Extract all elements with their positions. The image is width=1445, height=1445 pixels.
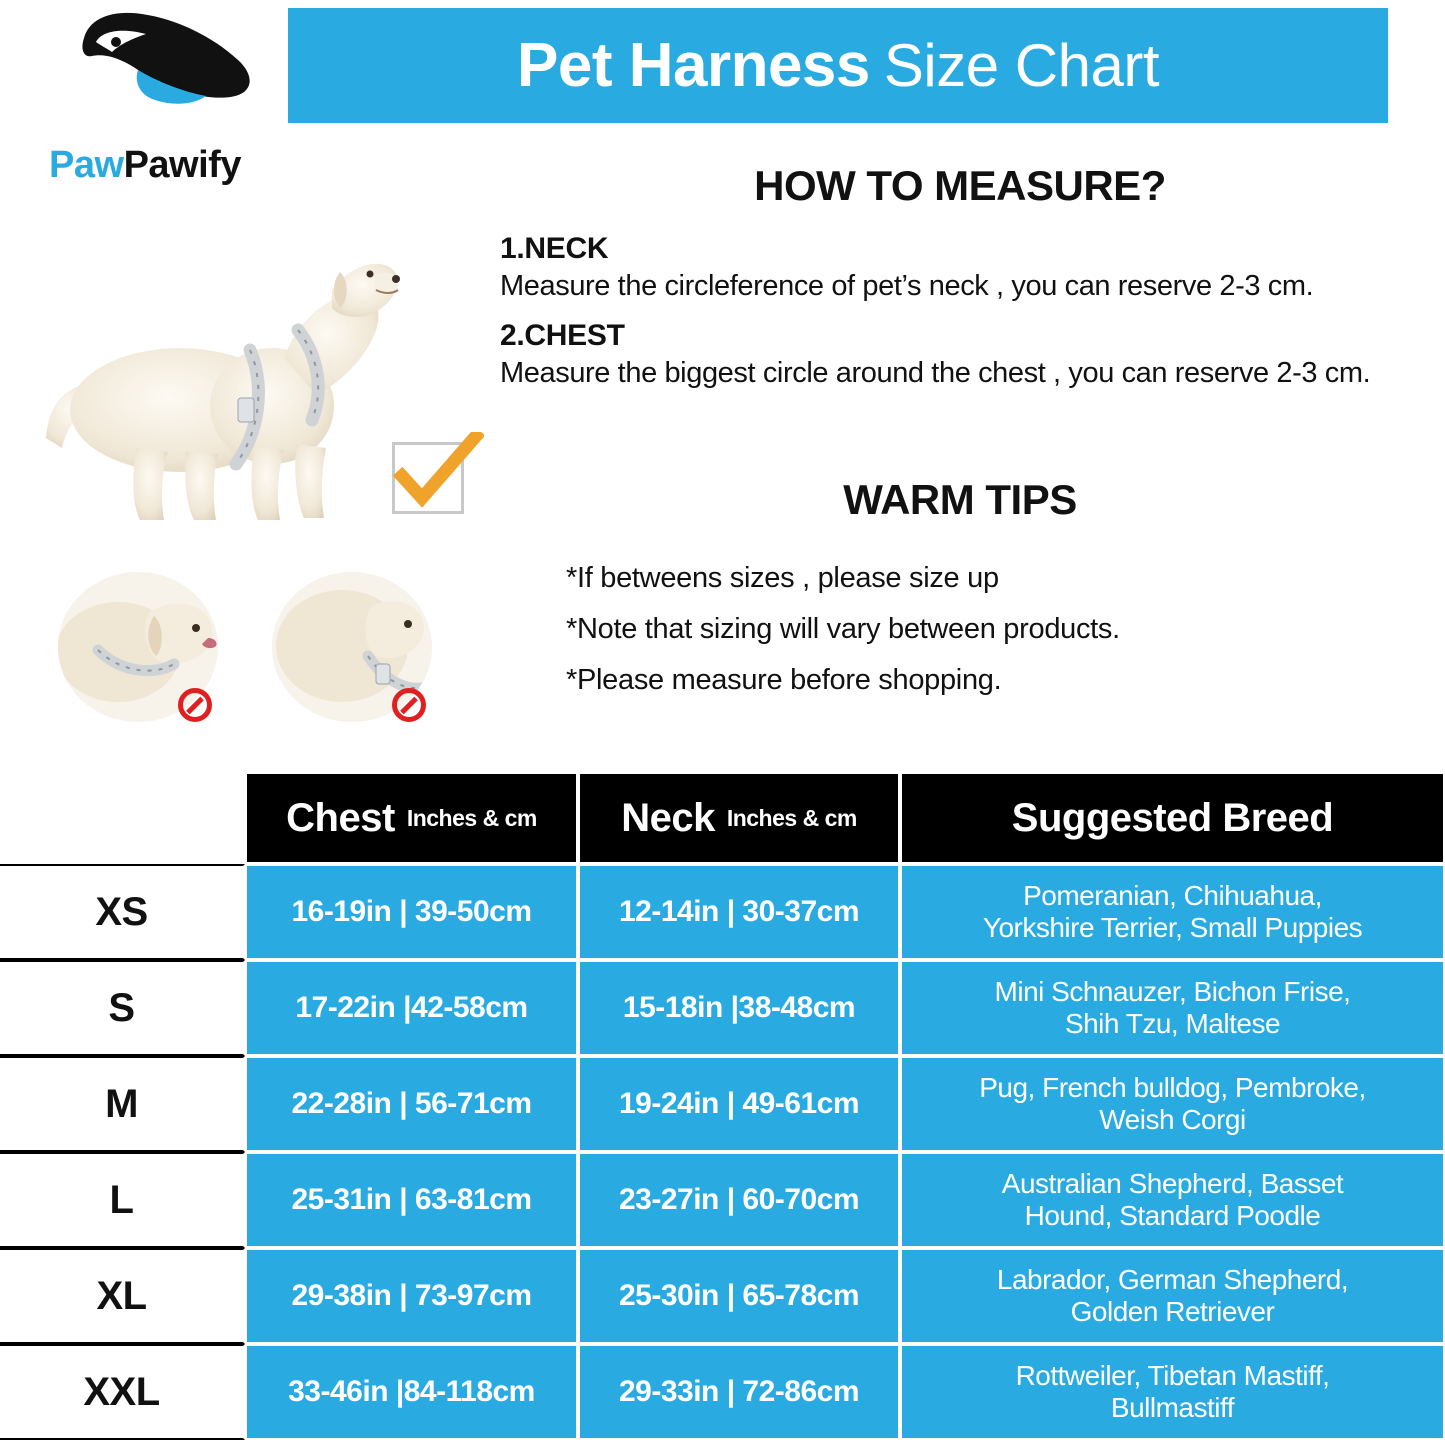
row-breed-line: Australian Shepherd, Basset [1001,1167,1344,1199]
row-neck: 15-18in |38-48cm [578,960,900,1056]
row-size: XL [0,1248,245,1344]
row-breed [900,1152,1445,1248]
row-breed [900,864,1445,960]
row-chest: 25-31in | 63-81cm [245,1152,578,1248]
row-chest: 22-28in | 56-71cm [245,1056,578,1152]
row-size: M [0,1056,245,1152]
table-row [0,1344,1445,1440]
row-breed [900,1344,1445,1440]
tip-item: *Please measure before shopping. [566,664,1002,696]
measure-step-1-heading: 1.NECK [500,232,609,265]
row-chest: 33-46in |84-118cm [245,1344,578,1440]
page-title-bold: Pet Harness [516,31,870,100]
bad-example-1 [58,572,218,722]
row-size: S [0,960,245,1056]
row-chest: 16-19in | 39-50cm [245,864,578,960]
table-row [0,864,1445,960]
row-breed-line: Bullmastiff [1110,1392,1235,1423]
size-chart-table [0,772,1445,1440]
how-to-measure-body [500,232,1430,406]
bad-example-2 [272,572,432,722]
header-chest-main: Chest [286,795,395,840]
row-neck: 19-24in | 49-61cm [578,1056,900,1152]
measure-step-2-heading: 2.CHEST [500,319,625,352]
how-to-measure-title: HOW TO MEASURE? [754,162,1166,209]
row-breed-line: Pug, French bulldog, Pembroke, [979,1071,1366,1103]
prohibited-icon [392,688,426,722]
row-neck: 12-14in | 30-37cm [578,864,900,960]
table-row [0,960,1445,1056]
page-title [288,8,1388,123]
row-breed [900,1248,1445,1344]
prohibited-icon [178,688,212,722]
tip-item: *If betweens sizes , please size up [566,562,999,594]
row-breed-line: Rottweiler, Tibetan Mastiff, [1015,1359,1330,1391]
row-breed-line: Labrador, German Shepherd, [996,1263,1349,1295]
header-neck-units: Inches & cm [726,804,857,831]
brand-logo [10,6,280,196]
table-header-row [0,772,1445,864]
row-breed [900,960,1445,1056]
brand-name-part2: Pawify [123,144,241,186]
header-chest [245,772,578,864]
row-chest: 29-38in | 73-97cm [245,1248,578,1344]
row-neck: 25-30in | 65-78cm [578,1248,900,1344]
row-neck: 29-33in | 72-86cm [578,1344,900,1440]
measure-step-1-text: Measure the circleference of pet’s neck , you can reserve 2-3 cm. [500,270,1314,302]
row-size: XXL [0,1344,245,1440]
table-row [0,1248,1445,1344]
brand-name [10,144,280,187]
warm-tips-list [566,562,1445,715]
row-breed-line: Weish Corgi [1099,1104,1246,1135]
header-neck [578,772,900,864]
row-breed-line: Golden Retriever [1070,1296,1275,1327]
row-breed-line: Shih Tzu, Maltese [1064,1008,1281,1039]
warm-tips-title: WARM TIPS [843,476,1077,523]
table-row [0,1056,1445,1152]
row-breed-line: Mini Schnauzer, Bichon Frise, [994,975,1351,1007]
brand-name-part1: Paw [49,144,124,186]
header-size [0,772,245,864]
row-size: XS [0,864,245,960]
header-neck-main: Neck [621,795,715,840]
row-breed-line: Hound, Standard Poodle [1024,1200,1321,1231]
row-chest: 17-22in |42-58cm [245,960,578,1056]
table-row [0,1152,1445,1248]
row-breed-line: Yorkshire Terrier, Small Puppies [982,912,1363,943]
header-breed: Suggested Breed [900,772,1445,864]
tip-item: *Note that sizing will vary between products. [566,613,1120,645]
row-breed [900,1056,1445,1152]
row-breed-line: Pomeranian, Chihuahua, [1023,879,1322,911]
row-size: L [0,1152,245,1248]
page-title-light: Size Chart [883,32,1160,99]
orange-check-icon [392,432,484,518]
dog-head-icon [72,8,262,138]
row-neck: 23-27in | 60-70cm [578,1152,900,1248]
harness-measure-photo [40,238,400,538]
header-chest-units: Inches & cm [406,804,537,831]
measure-step-2-text: Measure the biggest circle around the chest , you can reserve 2-3 cm. [500,357,1371,389]
